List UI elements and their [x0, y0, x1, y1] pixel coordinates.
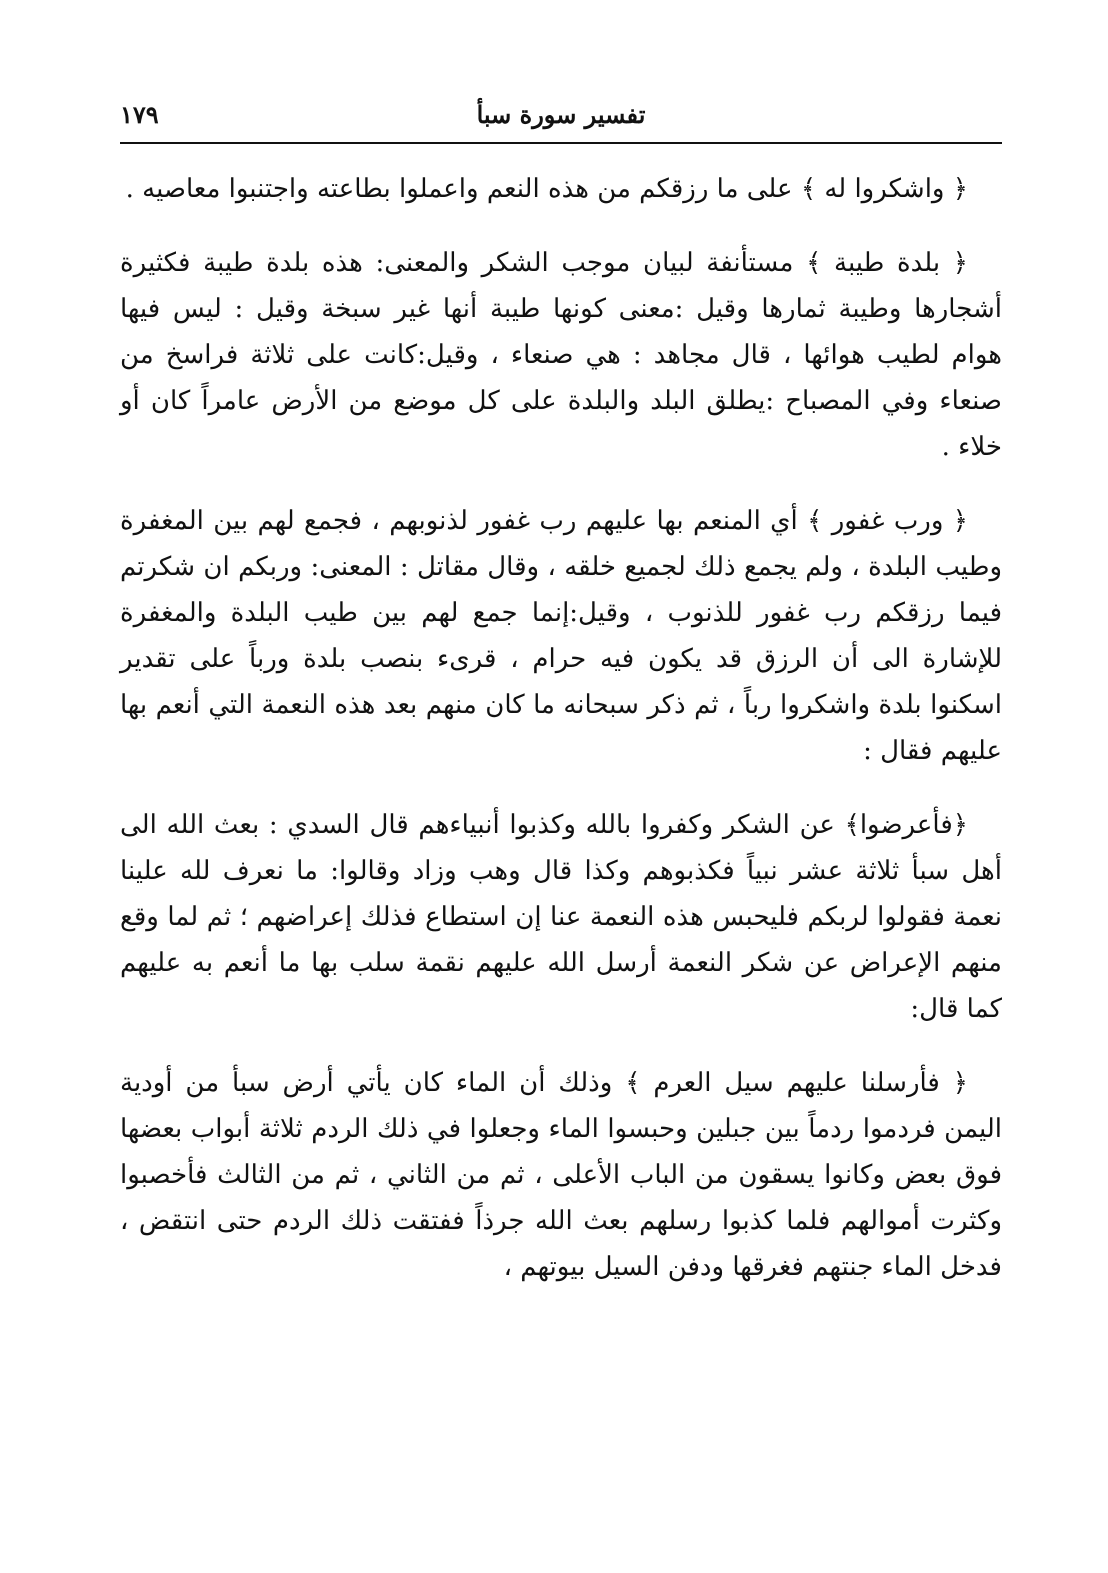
running-title: تفسير سورة سبأ: [476, 100, 646, 129]
header-divider: [120, 142, 1002, 144]
page-number: ١٧٩: [120, 100, 159, 129]
paragraph-wa-shkuru: ﴿ واشكروا له ﴾ على ما رزقكم من هذه النعم واعملوا بطاعته واجتنبوا معاصيه .: [125, 174, 968, 204]
page-body: [120, 166, 1002, 1318]
paragraph-fa-aradu: ﴿فأعرضوا﴾ عن الشكر وكفروا بالله وكذبوا أنبياءهم قال السدي : بعث الله الى أهل سبأ ثلاثة عشر نبياً فكذبوهم وكذا قال وهب وزاد وقالوا: ما نعرف لله علينا نعمة فقولوا لربكم فليحبس هذه النعمة عنا إن استطاع فذلك إعراضهم ؛ ثم لما وقع منهم الإعراض عن شكر النعمة أرسل الله عليهم نقمة سلب بها ما أنعم به عليهم كما قال:: [120, 810, 1002, 1024]
paragraph-sayl-al-arim: ﴿ فأرسلنا عليهم سيل العرم ﴾ وذلك أن الماء كان يأتي أرض سبأ من أودية اليمن فردموا ردماً بين جبلين وحبسوا الماء وجعلوا في ذلك الردم ثلاثة أبواب بعضها فوق بعض وكانوا يسقون من الباب الأعلى ، ثم من الثاني ، ثم من الثالث فأخصبوا وكثرت أموالهم فلما كذبوا رسلهم بعث الله جرذاً ففتقت ذلك الردم حتى انتقض ، فدخل الماء جنتهم فغرقها ودفن السيل بيوتهم ،: [120, 1068, 1002, 1282]
page-header: [120, 96, 1002, 140]
paragraph-rabb-ghafur: ﴿ ورب غفور ﴾ أي المنعم بها عليهم رب غفور لذنوبهم ، فجمع لهم بين المغفرة وطيب البلدة ، ولم يجمع ذلك لجميع خلقه ، وقال مقاتل : المعنى: وربكم ان شكرتم فيما رزقكم رب غفور للذنوب ، وقيل:إنما جمع لهم بين طيب البلدة والمغفرة للإشارة الى أن الرزق قد يكون فيه حرام ، قرىء بنصب بلدة ورباً على تقدير اسكنوا بلدة واشكروا رباً ، ثم ذكر سبحانه ما كان منهم بعد هذه النعمة التي أنعم بها عليهم فقال :: [120, 506, 1002, 766]
paragraph-balda-tayyiba: ﴿ بلدة طيبة ﴾ مستأنفة لبيان موجب الشكر والمعنى: هذه بلدة طيبة فكثيرة أشجارها وطيبة ثمارها وقيل :معنى كونها طيبة أنها غير سبخة وقيل : ليس فيها هوام لطيب هوائها ، قال مجاهد : هي صنعاء ، وقيل:كانت على ثلاثة فراسخ من صنعاء وفي المصباح :يطلق البلد والبلدة على كل موضع من الأرض عامراً كان أو خلاء .: [120, 248, 1002, 462]
